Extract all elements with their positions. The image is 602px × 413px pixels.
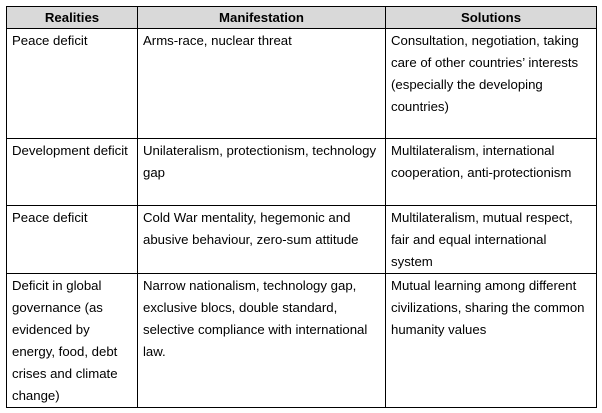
cell-manifestation: Cold War mentality, hegemonic and abusive behaviour, zero-sum attitude xyxy=(138,206,386,274)
cell-realities: Development deficit xyxy=(7,139,138,206)
cell-solutions: Mutual learning among different civilizations, sharing the common humanity values xyxy=(386,274,597,408)
cell-solutions: Consultation, negotiation, taking care of other countries’ interests (especially the developing countries) xyxy=(386,29,597,139)
header-manifestation: Manifestation xyxy=(138,7,386,29)
table-container xyxy=(6,6,597,408)
header-row xyxy=(7,7,597,29)
cell-realities: Deficit in global governance (as evidenced by energy, food, debt crises and climate change) xyxy=(7,274,138,408)
header-solutions: Solutions xyxy=(386,7,597,29)
header-realities: Realities xyxy=(7,7,138,29)
cell-manifestation: Arms-race, nuclear threat xyxy=(138,29,386,139)
cell-realities: Peace deficit xyxy=(7,206,138,274)
table-body xyxy=(7,29,597,408)
table-row xyxy=(7,206,597,274)
table-row xyxy=(7,139,597,206)
cell-realities: Peace deficit xyxy=(7,29,138,139)
table-row xyxy=(7,274,597,408)
cell-manifestation: Narrow nationalism, technology gap, exclusive blocs, double standard, selective compliance with international law. xyxy=(138,274,386,408)
cell-solutions: Multilateralism, mutual respect, fair and equal international system xyxy=(386,206,597,274)
realities-table xyxy=(6,6,597,408)
cell-solutions: Multilateralism, international cooperation, anti-protectionism xyxy=(386,139,597,206)
table-header xyxy=(7,7,597,29)
table-row xyxy=(7,29,597,139)
cell-manifestation: Unilateralism, protectionism, technology gap xyxy=(138,139,386,206)
